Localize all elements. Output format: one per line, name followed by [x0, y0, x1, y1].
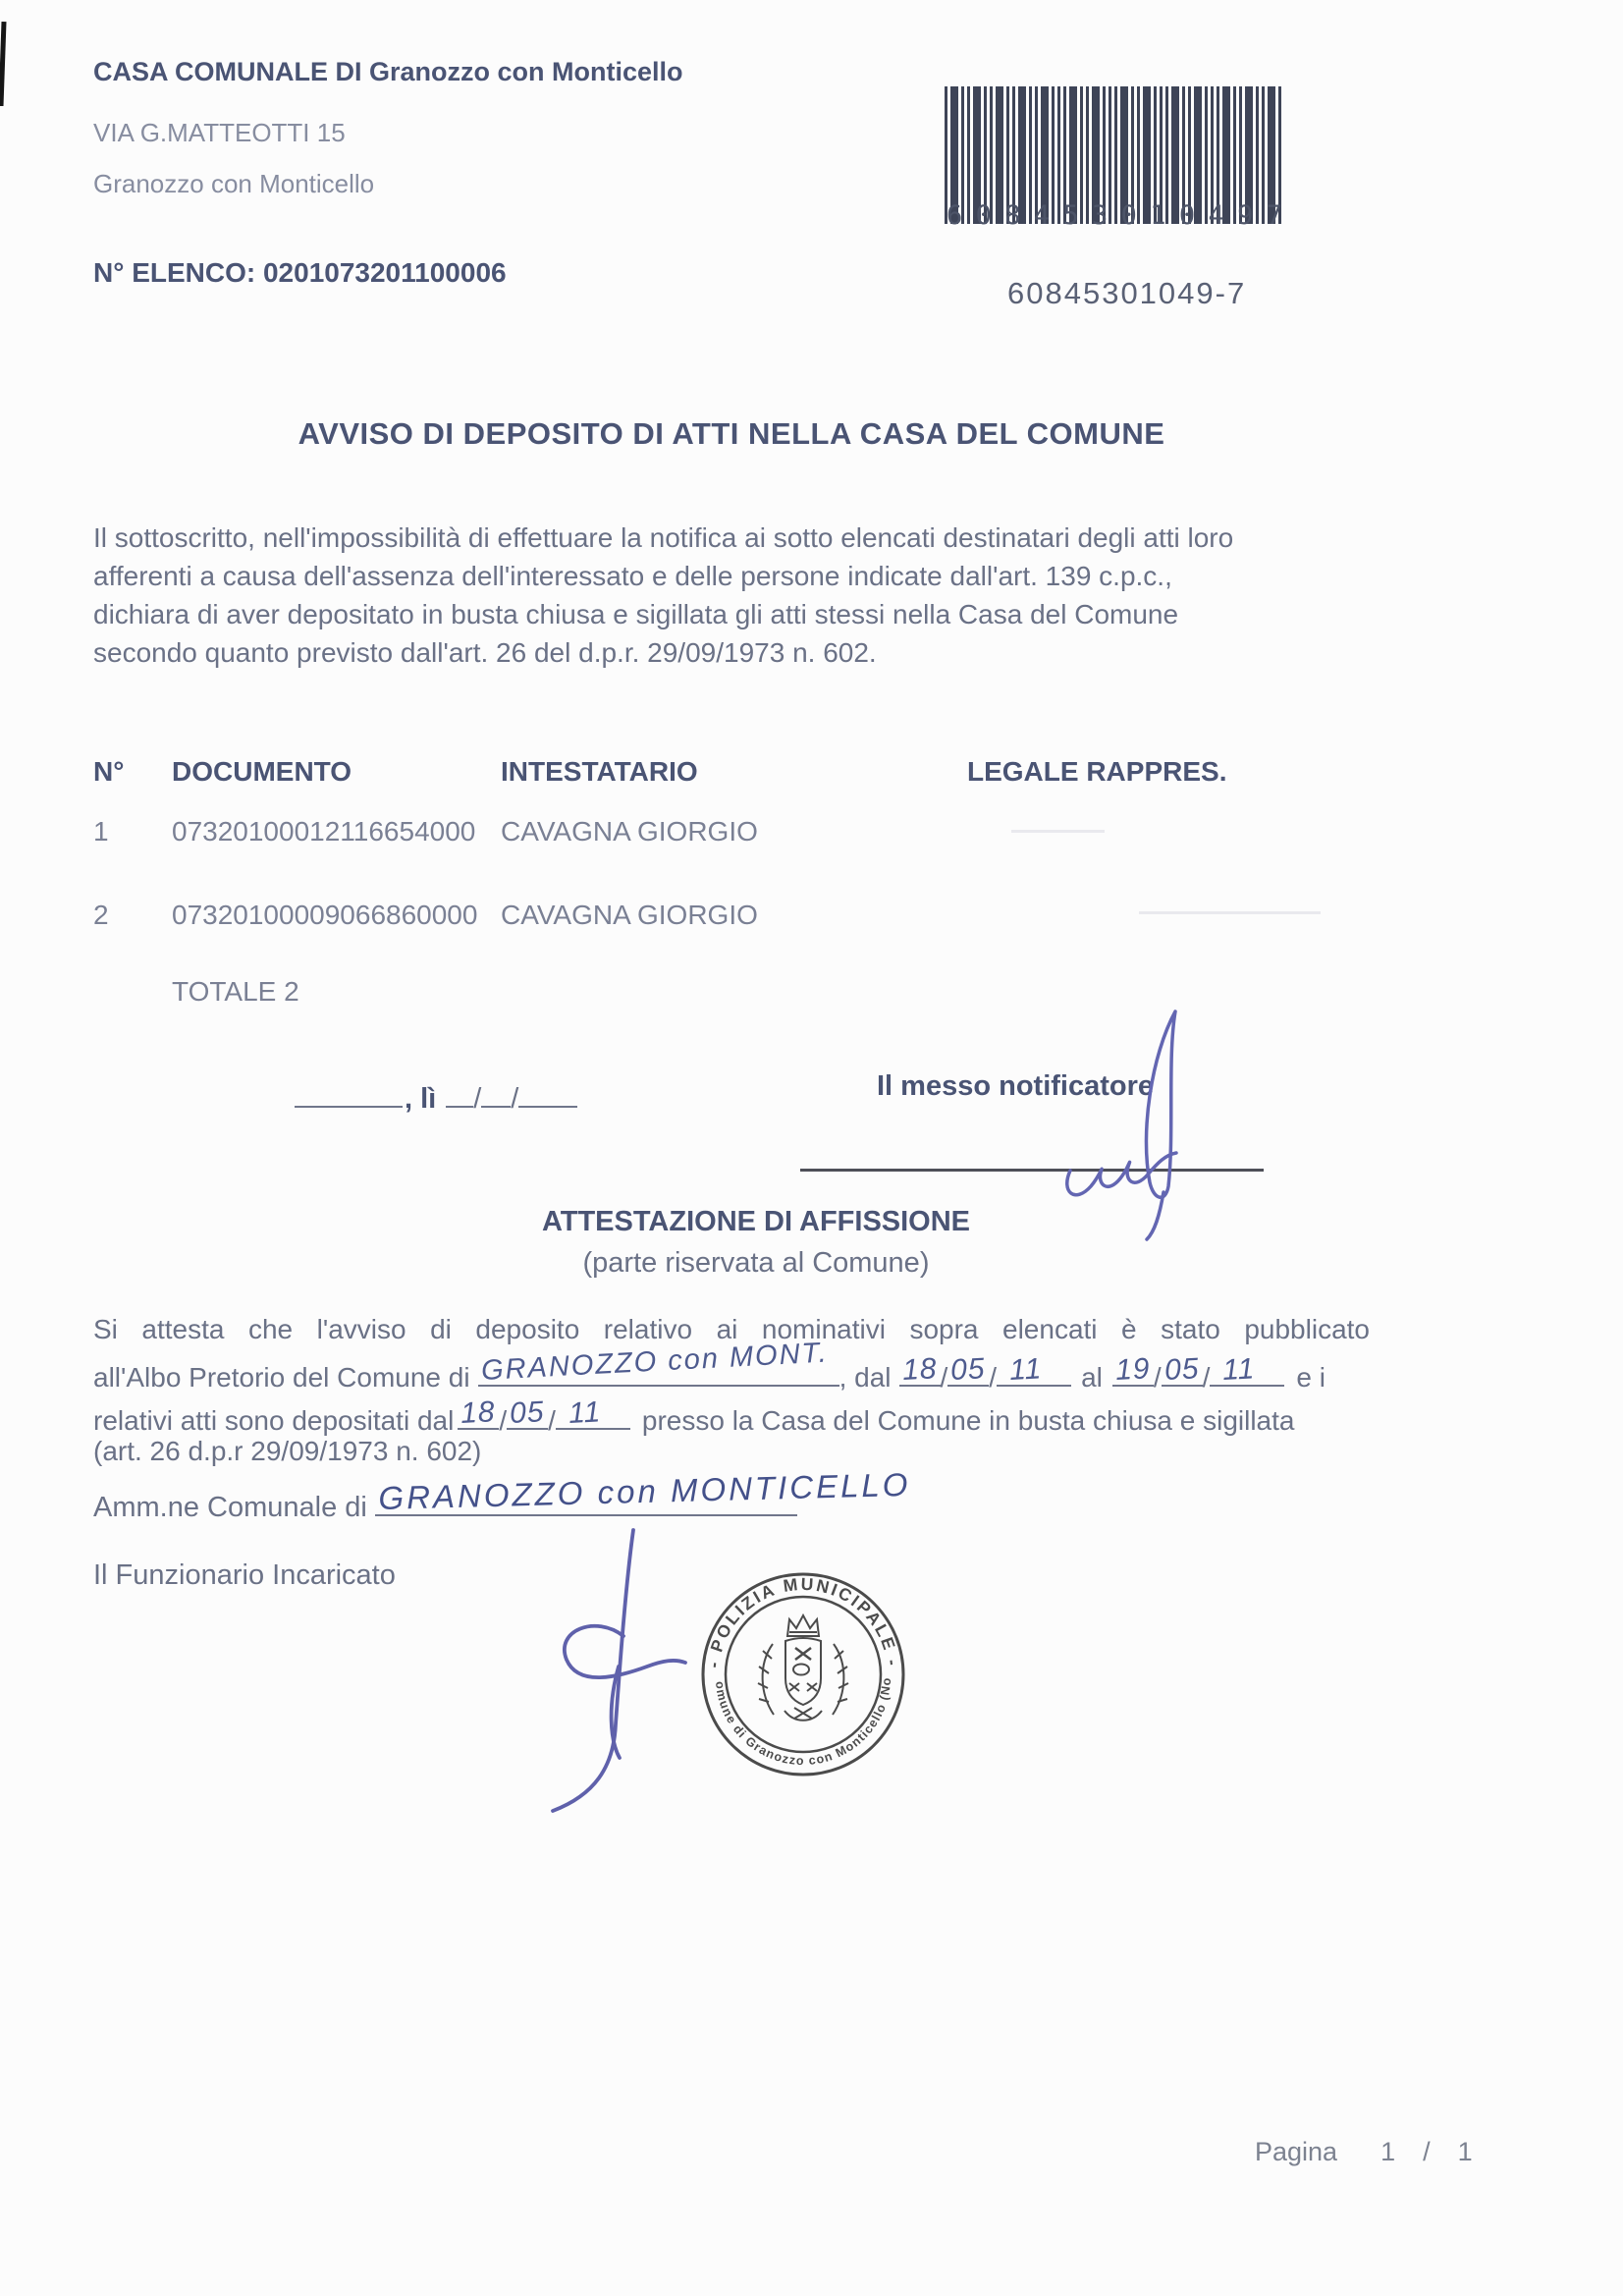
barcode-digit: 4 — [1033, 200, 1051, 231]
dal-day-blank — [899, 1351, 941, 1387]
intro-line: secondo quanto previsto dall'art. 26 del d.p.r. 29/09/1973 n. 602. — [93, 637, 877, 668]
barcode-digit: 1 — [1150, 200, 1166, 231]
barcode-bars — [945, 86, 1284, 224]
footer-separator: / — [1423, 2137, 1431, 2166]
stamp-top-text: - POLIZIA MUNICIPALE - — [703, 1573, 903, 1669]
barcode — [945, 86, 1284, 311]
barcode-digit: 0 — [1178, 200, 1196, 231]
org-address: VIA G.MATTEOTTI 15 — [93, 118, 346, 147]
line3-pre: relativi atti sono depositati dal — [93, 1405, 455, 1436]
footer-label: Pagina — [1255, 2137, 1338, 2166]
cell-intestatario: CAVAGNA GIORGIO — [501, 816, 758, 847]
barcode-digit: 0 — [1120, 200, 1137, 231]
handwritten-al-month: 05 — [1163, 1352, 1200, 1388]
barcode-digit: 0 — [975, 200, 992, 231]
line2-pre: all'Albo Pretorio del Comune di — [93, 1362, 470, 1393]
table-row — [93, 816, 1389, 847]
date-slash: / — [1202, 1362, 1211, 1393]
handwritten-administration: GRANOZZO con MONTICELLO — [377, 1465, 911, 1517]
cell-n: 1 — [93, 816, 109, 847]
funzionario-signature — [506, 1522, 692, 1817]
barcode-digit: 9 — [1237, 200, 1254, 231]
scan-edge-artifact — [0, 22, 6, 106]
handwritten-dal-year: 11 — [1008, 1352, 1044, 1388]
handwritten-deposito-year: 11 — [568, 1395, 602, 1431]
header-documento: DOCUMENTO — [172, 756, 352, 787]
page-footer — [1255, 2137, 1473, 2167]
barcode-digit: 3 — [1092, 200, 1109, 231]
cell-intestatario: CAVAGNA GIORGIO — [501, 900, 758, 930]
barcode-digit: 4 — [1208, 200, 1224, 231]
cell-documento: 07320100012116654000 — [172, 816, 476, 847]
administration-blank — [375, 1465, 911, 1517]
al-month-blank — [1162, 1351, 1203, 1387]
line2-end: e i — [1296, 1362, 1325, 1393]
dal-label: , dal — [839, 1362, 892, 1393]
date-year-blank — [518, 1072, 577, 1108]
intro-line: dichiara di aver depositato in busta chiusa e sigillata gli atti stessi nella Casa del Comune — [93, 599, 1179, 629]
messo-label: Il messo notificatore — [877, 1070, 1155, 1102]
deposito-day-blank — [458, 1394, 499, 1430]
date-slash: / — [499, 1405, 508, 1436]
comune-blank — [478, 1337, 839, 1388]
deposito-year-blank — [556, 1394, 630, 1430]
date-day-blank — [446, 1072, 473, 1108]
signoff-date-line — [295, 1072, 577, 1116]
barcode-digit: 6 — [947, 200, 963, 231]
total-label: TOTALE 2 — [172, 976, 299, 1007]
footer-total-pages: 1 — [1457, 2137, 1473, 2166]
barcode-digit: 7 — [1266, 200, 1282, 231]
dal-year-blank — [997, 1351, 1071, 1387]
barcode-digit: 5 — [1062, 200, 1079, 231]
al-label: al — [1081, 1362, 1103, 1393]
org-city: Granozzo con Monticello — [93, 169, 375, 198]
date-slash: / — [940, 1362, 948, 1393]
handwritten-al-year: 11 — [1221, 1352, 1257, 1388]
barcode-digit: 8 — [1004, 200, 1021, 231]
li-label: , lì — [405, 1083, 437, 1115]
header-intestatario: INTESTATARIO — [501, 756, 698, 787]
funzionario-label: Il Funzionario Incaricato — [93, 1559, 396, 1591]
elenco-number: N° ELENCO: 0201073201100006 — [93, 257, 507, 288]
footer-current-page: 1 — [1380, 2137, 1396, 2166]
stamp-coat-of-arms — [758, 1615, 848, 1721]
date-slash: / — [989, 1362, 998, 1393]
stamp-bottom-text: Comune di Granozzo con Monticello (No) — [684, 1551, 894, 1769]
table-header-row — [93, 756, 1389, 788]
date-slash: / — [1153, 1362, 1162, 1393]
attestation-line-3 — [93, 1394, 1399, 1437]
attestation-line-1: Si attesta che l'avviso di deposito relativo ai nominativi sopra elencati è stato pubblicato — [93, 1314, 1370, 1344]
handwritten-deposito-month: 05 — [509, 1395, 546, 1431]
date-slash: / — [548, 1405, 556, 1436]
header-legale-rappres: LEGALE RAPPRES. — [967, 756, 1227, 787]
attestation-line-4: (art. 26 d.p.r 29/09/1973 n. 602) — [93, 1436, 482, 1466]
administration-line — [93, 1465, 911, 1524]
administration-label: Amm.ne Comunale di — [93, 1492, 367, 1523]
cell-documento: 07320100009066860000 — [172, 900, 478, 930]
attestation-heading: ATTESTAZIONE DI AFFISSIONE — [541, 1206, 971, 1237]
org-name: CASA COMUNALE DI Granozzo con Monticello — [93, 57, 683, 86]
intro-line: Il sottoscritto, nell'impossibilità di effettuare la notifica ai sotto elencati destinatari degli atti loro — [93, 522, 1234, 553]
barcode-number: 60845301049-7 — [1007, 276, 1247, 310]
place-blank — [295, 1072, 403, 1108]
cell-n: 2 — [93, 900, 109, 930]
attestation-subheading: (parte riservata al Comune) — [582, 1247, 930, 1279]
handwritten-al-day: 19 — [1114, 1352, 1152, 1388]
date-slash: / — [473, 1083, 482, 1115]
intro-paragraph — [93, 519, 1389, 672]
municipal-stamp — [684, 1551, 916, 1787]
header-n: N° — [93, 756, 125, 787]
line3-post: presso la Casa del Comune in busta chiusa e sigillata — [641, 1405, 1295, 1436]
handwritten-comune: GRANOZZO con MONT. — [479, 1337, 829, 1388]
handwritten-deposito-day: 18 — [460, 1395, 497, 1431]
intro-line: afferenti a causa dell'assenza dell'interessato e delle persone indicate dall'art. 139 c.p.c., — [93, 561, 1172, 591]
handwritten-dal-month: 05 — [949, 1352, 987, 1388]
dal-month-blank — [947, 1351, 989, 1387]
date-slash: / — [511, 1083, 519, 1115]
al-day-blank — [1112, 1351, 1154, 1387]
documents-table — [93, 756, 1389, 1008]
attestation-line-2 — [93, 1337, 1399, 1394]
handwritten-dal-day: 18 — [900, 1352, 938, 1388]
document-title: AVVISO DI DEPOSITO DI ATTI NELLA CASA DEL COMUNE — [298, 416, 1165, 451]
deposito-month-blank — [507, 1394, 548, 1430]
date-month-blank — [481, 1072, 511, 1108]
al-year-blank — [1210, 1351, 1284, 1387]
table-row — [93, 900, 1389, 931]
